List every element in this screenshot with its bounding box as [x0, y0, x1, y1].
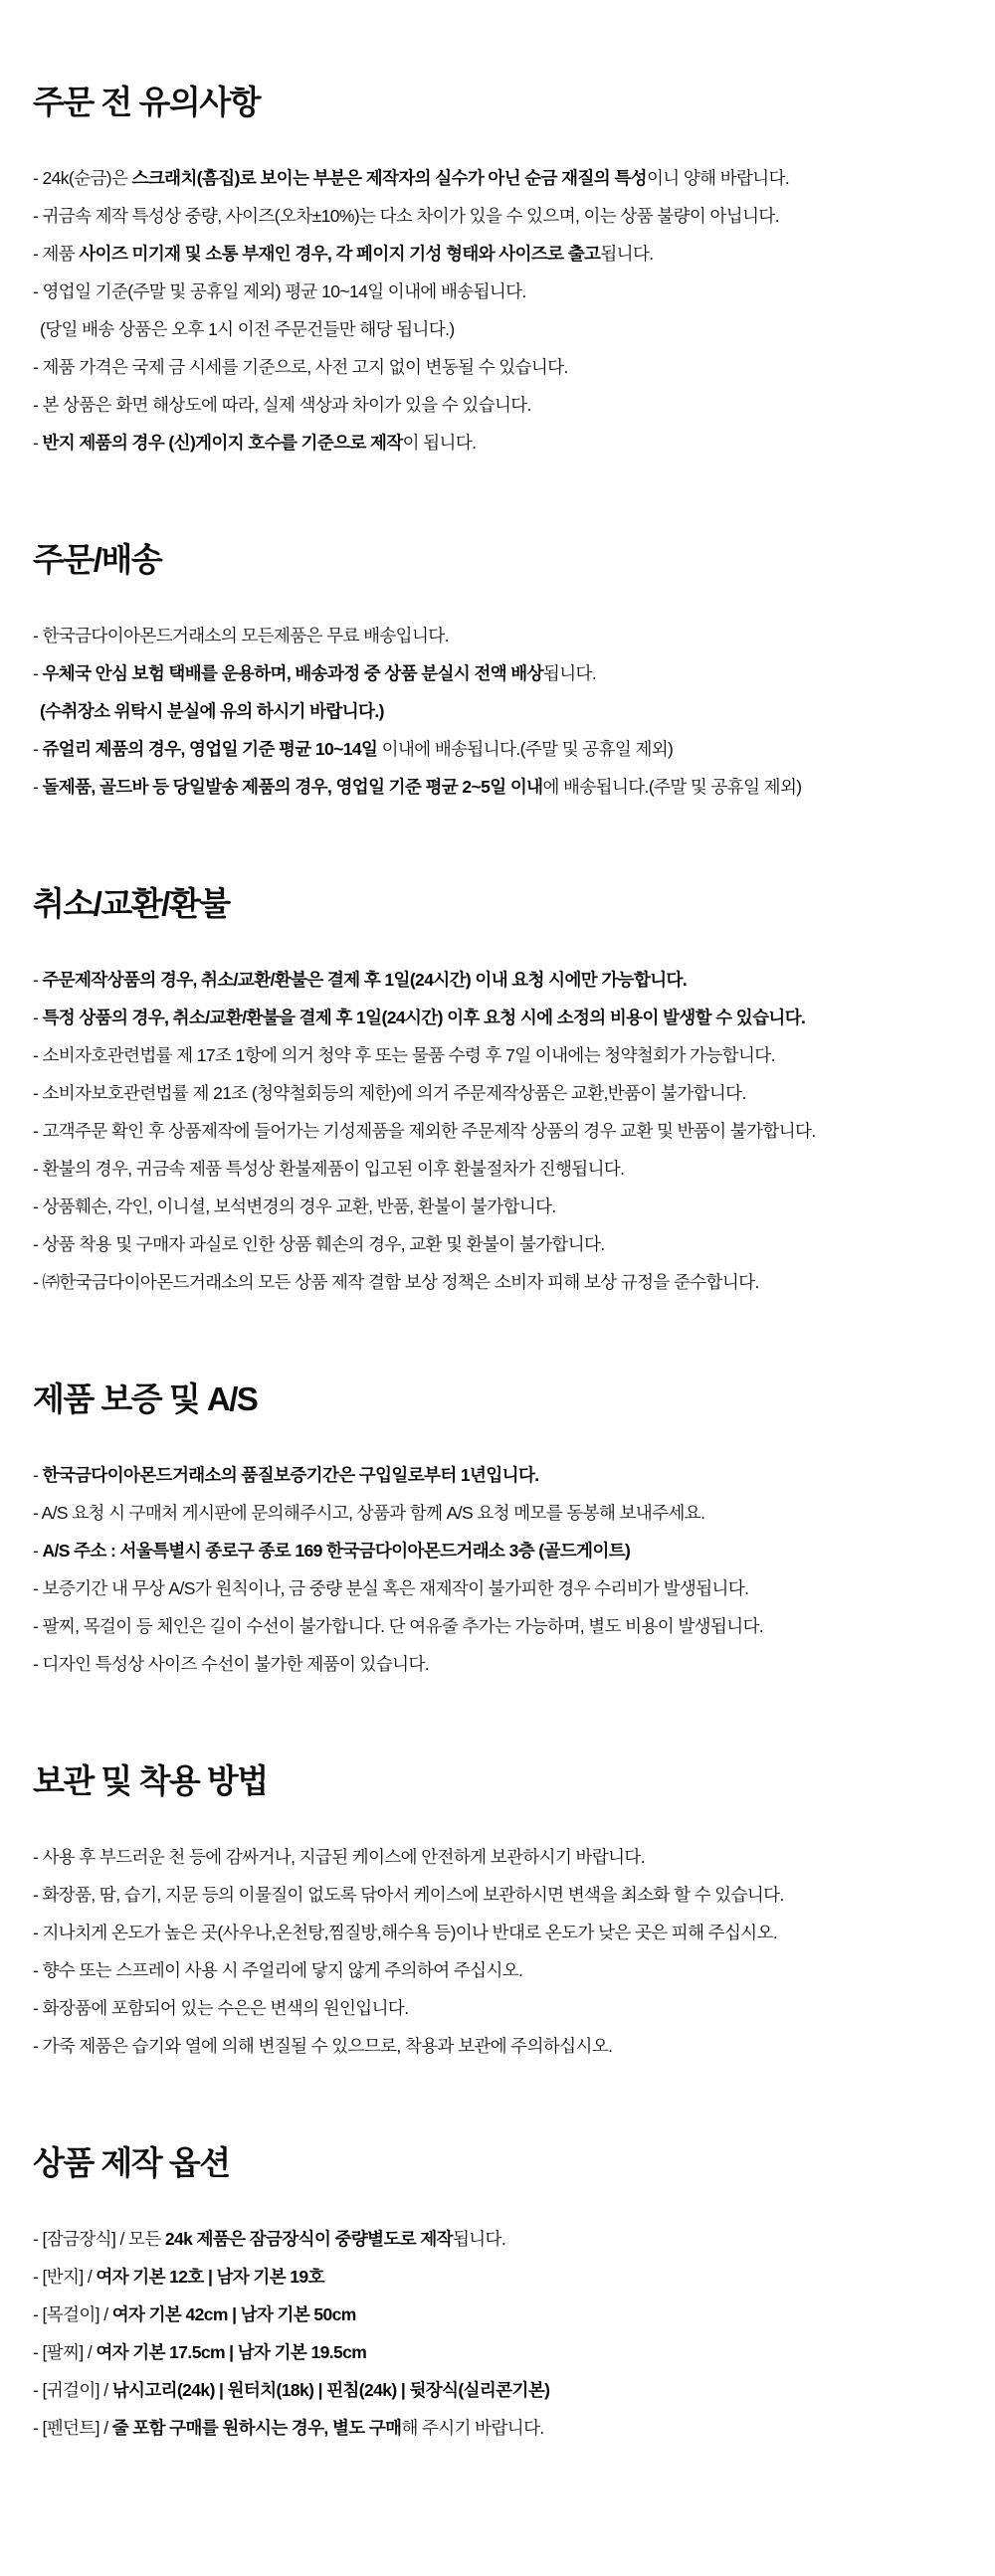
notice-text-bold: 스크래치(흠집)로 보이는 부분은 제작자의 실수가 아닌 순금 재질의 특성 — [131, 168, 647, 188]
section-lines — [33, 2220, 967, 2447]
notice-text: - 사용 후 부드러운 천 등에 감싸거나, 지급된 케이스에 안전하게 보관하시기 바랍니다. — [33, 1847, 646, 1867]
notice-text: - 디자인 특성상 사이즈 수선이 불가한 제품이 있습니다. — [33, 1654, 430, 1674]
notice-line — [33, 692, 967, 730]
notice-line — [33, 961, 967, 999]
notice-line — [33, 2371, 967, 2409]
notice-text-bold: (수취장소 위탁시 분실에 유의 하시기 바랍니다.) — [40, 701, 384, 721]
notice-line — [33, 273, 967, 310]
notice-text: 이니 양해 바랍니다. — [646, 168, 790, 188]
notice-line — [33, 1838, 967, 1876]
notice-text: - 보증기간 내 무상 A/S가 원칙이나, 금 중량 분실 혹은 재제작이 불가피한 경우 수리비가 발생됩니다. — [33, 1578, 749, 1598]
notice-line — [33, 730, 967, 768]
notice-line — [33, 2296, 967, 2333]
notice-text: - 귀금속 제작 특성상 중량, 사이즈(오차±10%)는 다소 차이가 있을 수 있으며, 이는 상품 불량이 아닙니다. — [33, 206, 779, 226]
notice-text-bold: 여자 기본 17.5cm | 남자 기본 19.5cm — [96, 2342, 367, 2362]
notice-line — [33, 1456, 967, 1494]
notice-text: (당일 배송 상품은 오후 1시 이전 주문건들만 해당 됩니다.) — [40, 319, 455, 339]
notice-text: - 가죽 제품은 습기와 열에 의해 변질될 수 있으므로, 착용과 보관에 주의하십시오. — [33, 2036, 613, 2056]
section-lines — [33, 617, 967, 806]
notice-line — [33, 1532, 967, 1569]
notice-text: 이내에 배송됩니다.(주말 및 공휴일 제외) — [377, 739, 674, 759]
notice-line — [33, 348, 967, 386]
notice-text: - 향수 또는 스프레이 사용 시 주얼리에 닿지 않게 주의하여 주십시오. — [33, 1960, 523, 1980]
notice-section — [33, 541, 967, 806]
notice-line — [33, 654, 967, 692]
notice-line — [33, 235, 967, 273]
notice-text-bold: 24k 제품은 잠금장식이 중량별도로 제작 — [164, 2229, 453, 2249]
notice-text: - 상품훼손, 각인, 이니셜, 보석변경의 경우 교환, 반품, 환불이 불가합니다. — [33, 1196, 556, 1216]
section-lines — [33, 1456, 967, 1683]
notice-line — [33, 1569, 967, 1607]
notice-text-bold: 여자 기본 12호 | 남자 기본 19호 — [96, 2267, 324, 2287]
notice-text: - 화장품에 포함되어 있는 수은은 변색의 원인입니다. — [33, 1998, 409, 2018]
notice-text: - — [33, 777, 43, 797]
notice-text: - [잠금장식] / 모든 — [33, 2229, 165, 2249]
notice-line — [33, 1989, 967, 2027]
section-title: 제품 보증 및 A/S — [33, 1380, 258, 1417]
section-lines — [33, 159, 967, 461]
notice-text-bold: A/S 주소 : 서울특별시 종로구 종로 169 한국금다이아몬드거래소 3층 (골드게이트) — [42, 1541, 631, 1561]
notice-text: - 한국금다이아몬드거래소의 모든제품은 무료 배송입니다. — [33, 626, 449, 645]
notice-text-bold: 줄 포함 구매를 원하시는 경우, 별도 구매 — [111, 2418, 402, 2438]
notice-text: 됩니다. — [542, 663, 597, 683]
section-title: 주문/배송 — [33, 541, 162, 578]
notice-text: - [펜던트] / — [33, 2418, 112, 2438]
notice-line — [33, 1112, 967, 1150]
notice-line — [33, 2258, 967, 2296]
notice-text: - A/S 요청 시 구매처 게시판에 문의해주시고, 상품과 함께 A/S 요청 메모를 동봉해 보내주세요. — [33, 1503, 705, 1523]
notice-text: - 영업일 기준(주말 및 공휴일 제외) 평균 10~14일 이내에 배송됩니다. — [33, 281, 526, 301]
notice-line — [33, 1607, 967, 1645]
notice-line — [33, 1645, 967, 1683]
notice-text: - 팔찌, 목걸이 등 체인은 길이 수선이 불가합니다. 단 여유줄 추가는 가능하며, 별도 비용이 발생됩니다. — [33, 1616, 764, 1636]
notice-text: - [반지] / — [33, 2267, 97, 2287]
notice-line — [33, 197, 967, 235]
section-title: 보관 및 착용 방법 — [33, 1762, 268, 1799]
notice-section — [33, 1762, 967, 2065]
notice-line — [33, 2333, 967, 2371]
notice-line — [33, 1074, 967, 1112]
section-lines — [33, 1838, 967, 2065]
notice-line — [33, 386, 967, 424]
notice-text: - [목걸이] / — [33, 2304, 112, 2324]
notice-text: 에 배송됩니다.(주말 및 공휴일 제외) — [542, 777, 802, 797]
notice-text: - 환불의 경우, 귀금속 제품 특성상 환불제품이 입고된 이후 환불절차가 진행됩니다. — [33, 1159, 625, 1179]
notice-line — [33, 999, 967, 1036]
notice-text-bold: 돌제품, 골드바 등 당일발송 제품의 경우, 영업일 기준 평균 2~5일 이내 — [42, 777, 543, 797]
notice-line — [33, 1036, 967, 1074]
notice-section — [33, 84, 967, 461]
section-title: 상품 제작 옵션 — [33, 2144, 230, 2181]
notice-line — [33, 1494, 967, 1532]
notice-line — [33, 310, 967, 348]
notice-line — [33, 2027, 967, 2065]
notice-text-bold: 한국금다이아몬드거래소의 품질보증기간은 구입일로부터 1년입니다. — [42, 1465, 539, 1485]
notice-text-bold: 반지 제품의 경우 (신)게이지 호수를 기준으로 제작 — [42, 433, 403, 453]
notice-text: - [팔찌] / — [33, 2342, 97, 2362]
notice-line — [33, 1951, 967, 1989]
notice-text: - 본 상품은 화면 해상도에 따라, 실제 색상과 차이가 있을 수 있습니다. — [33, 395, 531, 415]
notice-text-bold: 여자 기본 42cm | 남자 기본 50cm — [111, 2304, 356, 2324]
notice-text: - 24k(순금)은 — [33, 168, 132, 188]
notice-section — [33, 885, 967, 1301]
notice-line — [33, 1150, 967, 1188]
notice-text: - — [33, 663, 43, 683]
notice-line — [33, 617, 967, 654]
section-lines — [33, 961, 967, 1301]
notice-line — [33, 1263, 967, 1301]
notice-text-bold: 낚시고리(24k) | 원터치(18k) | 핀침(24k) | 뒷장식(실리콘기본) — [111, 2380, 550, 2400]
notice-text-bold: 쥬얼리 제품의 경우, 영업일 기준 평균 10~14일 — [42, 739, 378, 759]
notice-text-bold: 주문제작상품의 경우, 취소/교환/환불은 결제 후 1일(24시간) 이내 요청 시에만 가능합니다. — [42, 970, 688, 990]
notice-text-bold: 사이즈 미기재 및 소통 부재인 경우, 각 페이지 기성 형태와 사이즈로 출고 — [79, 244, 601, 264]
notice-text: - 상품 착용 및 구매자 과실로 인한 상품 훼손의 경우, 교환 및 환불이 불가합니다. — [33, 1234, 605, 1254]
notice-text: - 제품 가격은 국제 금 시세를 기준으로, 사전 고지 없이 변동될 수 있습니다. — [33, 357, 568, 377]
notice-text: 해 주시기 바랍니다. — [401, 2418, 544, 2438]
notice-line — [33, 2220, 967, 2258]
notice-line — [33, 1188, 967, 1225]
notice-text: 이 됩니다. — [402, 433, 477, 453]
notice-line — [33, 768, 967, 806]
notice-line — [33, 1225, 967, 1263]
notice-text: 됩니다. — [452, 2229, 506, 2249]
notice-text: - — [33, 970, 43, 990]
notice-text: - 지나치게 온도가 높은 곳(사우나,온천탕,찜질방,해수욕 등)이나 반대로 온도가 낮은 곳은 피해 주십시오. — [33, 1923, 778, 1942]
notice-text: 됩니다. — [600, 244, 654, 264]
notice-text: - 소비자호관련법률 제 17조 1항에 의거 청약 후 또는 물품 수령 후 7일 이내에는 청약철회가 가능합니다. — [33, 1045, 775, 1065]
notice-line — [33, 1876, 967, 1914]
notice-text-bold: 특정 상품의 경우, 취소/교환/환불을 결제 후 1일(24시간) 이후 요청 시에 소정의 비용이 발생할 수 있습니다. — [42, 1008, 806, 1027]
notice-section — [33, 2144, 967, 2447]
notice-text: - 화장품, 땀, 습기, 지문 등의 이물질이 없도록 닦아서 케이스에 보관하시면 변색을 최소화 할 수 있습니다. — [33, 1885, 784, 1905]
notice-line — [33, 159, 967, 197]
notice-text: - 소비자보호관련법률 제 21조 (청약철회등의 제한)에 의거 주문제작상품은 교환,반품이 불가합니다. — [33, 1083, 746, 1103]
notice-text: - ㈜한국금다이아몬드거래소의 모든 상품 제작 결함 보상 정책은 소비자 피해 보상 규정을 준수합니다. — [33, 1272, 759, 1292]
notice-text: - 고객주문 확인 후 상품제작에 들어가는 기성제품을 제외한 주문제작 상품의 경우 교환 및 반품이 불가합니다. — [33, 1121, 816, 1141]
section-title: 주문 전 유의사항 — [33, 84, 260, 120]
notice-line — [33, 1914, 967, 1951]
notice-text-bold: 우체국 안심 보험 택배를 운용하며, 배송과정 중 상품 분실시 전액 배상 — [42, 663, 543, 683]
notice-line — [33, 424, 967, 461]
notice-text: - — [33, 1008, 43, 1027]
notice-text: - — [33, 433, 43, 453]
notice-section — [33, 1380, 967, 1683]
notice-text: - [귀걸이] / — [33, 2380, 112, 2400]
section-title: 취소/교환/환불 — [33, 885, 230, 922]
notice-text: - — [33, 739, 43, 759]
notice-text: - — [33, 1541, 43, 1561]
notice-text: - 제품 — [33, 244, 80, 264]
notice-line — [33, 2409, 967, 2447]
notice-text: - — [33, 1465, 43, 1485]
